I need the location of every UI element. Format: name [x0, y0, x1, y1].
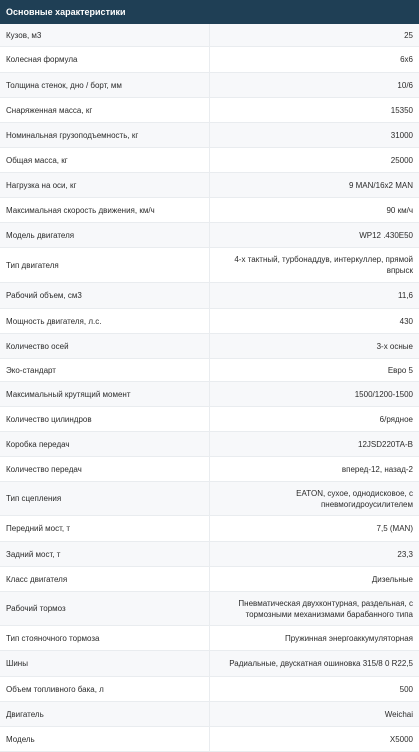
row-value: 15350 — [210, 98, 419, 123]
table-row — [0, 283, 419, 309]
table-row — [0, 223, 419, 248]
row-value: Пружинная энергоаккумуляторная — [210, 626, 419, 651]
table-row — [0, 173, 419, 198]
row-value: 7,5 (MAN) — [210, 516, 419, 542]
table-row — [0, 382, 419, 407]
table-row — [0, 309, 419, 334]
table-row — [0, 123, 419, 148]
row-label: Мощность двигателя, л.с. — [0, 309, 210, 334]
row-label: Класс двигателя — [0, 567, 210, 592]
table-row — [0, 73, 419, 98]
row-value: 10/6 — [210, 73, 419, 98]
row-label: Количество осей — [0, 334, 210, 359]
row-value: 11,6 — [210, 283, 419, 309]
row-value: Евро 5 — [210, 359, 419, 382]
row-label: Снаряженная масса, кг — [0, 98, 210, 123]
table-row — [0, 432, 419, 457]
row-label: Колесная формула — [0, 47, 210, 73]
table-row — [0, 457, 419, 482]
row-label: Тип стояночного тормоза — [0, 626, 210, 651]
row-label: Тип сцепления — [0, 482, 210, 516]
table-row — [0, 542, 419, 567]
table-row — [0, 482, 419, 516]
row-label: Количество передач — [0, 457, 210, 482]
row-value: 500 — [210, 677, 419, 702]
row-label: Максимальная скорость движения, км/ч — [0, 198, 210, 223]
row-label: Объем топливного бака, л — [0, 677, 210, 702]
row-value: 3-х осные — [210, 334, 419, 359]
row-label: Передний мост, т — [0, 516, 210, 542]
row-label: Коробка передач — [0, 432, 210, 457]
table-row — [0, 626, 419, 651]
row-value: 25000 — [210, 148, 419, 173]
row-value: 25 — [210, 24, 419, 47]
table-header: Основные характеристики — [0, 0, 419, 24]
table-row — [0, 516, 419, 542]
row-label: Рабочий объем, см3 — [0, 283, 210, 309]
row-value: WP12 .430E50 — [210, 223, 419, 248]
row-label: Максимальный крутящий момент — [0, 382, 210, 407]
table-header-row — [0, 0, 419, 24]
row-label: Модель — [0, 727, 210, 752]
row-label: Толщина стенок, дно / борт, мм — [0, 73, 210, 98]
table-row — [0, 359, 419, 382]
row-label: Эко-стандарт — [0, 359, 210, 382]
table-row — [0, 702, 419, 727]
row-value: 4-х тактный, турбонаддув, интеркуллер, прямой впрыск — [210, 248, 419, 283]
row-value: 90 км/ч — [210, 198, 419, 223]
row-label: Задний мост, т — [0, 542, 210, 567]
row-value: 6х6 — [210, 47, 419, 73]
table-row — [0, 24, 419, 47]
table-row — [0, 567, 419, 592]
row-label: Общая масса, кг — [0, 148, 210, 173]
row-value: 23,3 — [210, 542, 419, 567]
row-value: 12JSD220TA-B — [210, 432, 419, 457]
row-label: Двигатель — [0, 702, 210, 727]
table-row — [0, 248, 419, 283]
table-row — [0, 677, 419, 702]
table-row — [0, 198, 419, 223]
row-value: EATON, сухое, однодисковое, с пневмогидроусилителем — [210, 482, 419, 516]
row-label: Нагрузка на оси, кг — [0, 173, 210, 198]
table-row — [0, 98, 419, 123]
row-value: Weichai — [210, 702, 419, 727]
row-value: 430 — [210, 309, 419, 334]
table-row — [0, 47, 419, 73]
row-value: 9 MAN/16х2 MAN — [210, 173, 419, 198]
row-label: Кузов, м3 — [0, 24, 210, 47]
row-value: 31000 — [210, 123, 419, 148]
row-label: Тип двигателя — [0, 248, 210, 283]
table-row — [0, 592, 419, 626]
row-label: Номинальная грузоподъемность, кг — [0, 123, 210, 148]
table-row — [0, 727, 419, 752]
row-value: Пневматическая двухконтурная, раздельная, с тормозными механизмами барабанного типа — [210, 592, 419, 626]
row-label: Рабочий тормоз — [0, 592, 210, 626]
row-label: Шины — [0, 651, 210, 677]
row-value: X5000 — [210, 727, 419, 752]
table-row — [0, 407, 419, 432]
table-row — [0, 651, 419, 677]
table-row — [0, 148, 419, 173]
row-value: Дизельные — [210, 567, 419, 592]
row-value: 1500/1200-1500 — [210, 382, 419, 407]
row-value: Радиальные, двускатная ошиновка 315/8 0 R22,5 — [210, 651, 419, 677]
row-value: вперед-12, назад-2 — [210, 457, 419, 482]
table-row — [0, 334, 419, 359]
row-label: Модель двигателя — [0, 223, 210, 248]
row-label: Количество цилиндров — [0, 407, 210, 432]
row-value: 6/рядное — [210, 407, 419, 432]
